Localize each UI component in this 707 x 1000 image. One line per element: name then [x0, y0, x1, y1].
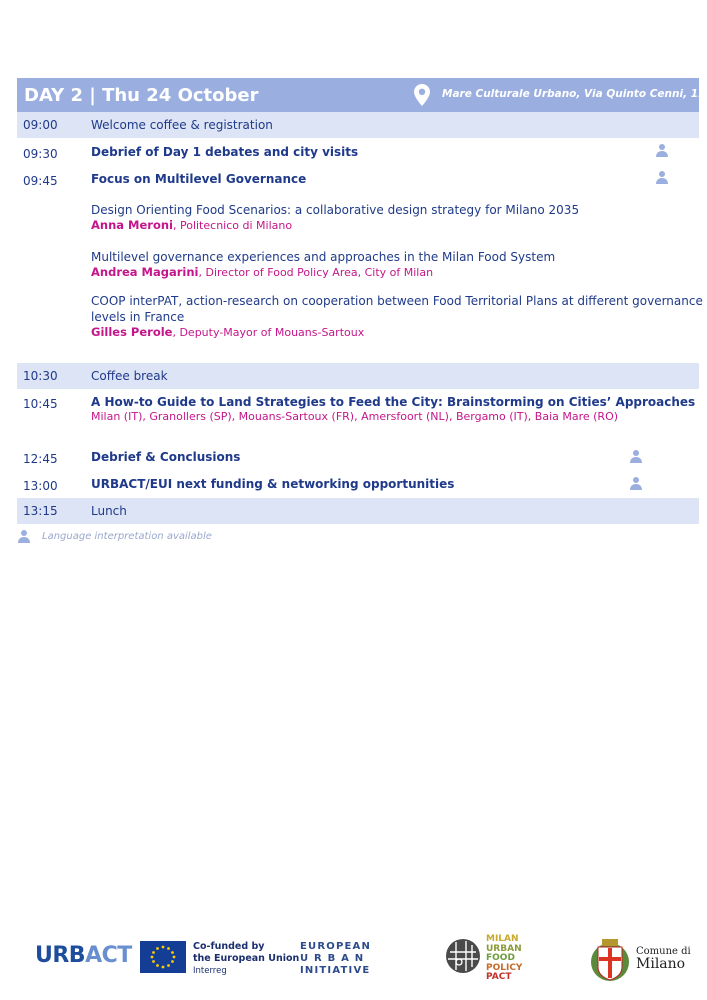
speaker-name: Anna Meroni — [91, 218, 173, 232]
time-1245: 12:45 — [23, 452, 58, 466]
eui-logo — [300, 941, 371, 977]
session-title-0930: Debrief of Day 1 debates and city visits — [91, 145, 359, 159]
comune-small: Comune di — [636, 946, 691, 957]
day-title: DAY 2 | Thu 24 October — [24, 85, 259, 106]
venue-address: Mare Culturale Urbano, Via Quinto Cenni, 11 — [442, 88, 706, 100]
urbact-logo-part: ACT — [85, 943, 132, 968]
person-headset-icon — [630, 476, 642, 490]
time-1315: 13:15 — [23, 504, 58, 518]
session-title-1315: Lunch — [91, 504, 127, 518]
time-1045: 10:45 — [23, 397, 58, 411]
milano-crest-icon — [588, 937, 632, 983]
session-title-0945: Focus on Multilevel Governance — [91, 172, 307, 186]
eui-line: U R B A N — [300, 953, 365, 964]
time-1300: 13:00 — [23, 479, 58, 493]
footer-logos — [0, 925, 707, 995]
person-headset-icon — [656, 170, 668, 184]
cofund-line: Co-funded by — [193, 941, 265, 952]
speaker-affiliation: , Politecnico di Milano — [172, 219, 293, 232]
eui-line: EUROPEAN — [300, 941, 372, 952]
speaker-name: Gilles Perole — [91, 325, 173, 339]
urbact-logo-part: URB — [35, 943, 86, 968]
person-headset-icon — [18, 529, 30, 543]
session-title-1300: URBACT/EUI next funding & networking opportunities — [91, 477, 455, 491]
session-title-0900: Welcome coffee & registration — [91, 118, 273, 132]
mufpp-logo-text — [486, 935, 522, 983]
urbact-logo — [35, 943, 132, 968]
comune-big: Milano — [636, 956, 686, 972]
cofund-line: the European Union — [193, 953, 300, 964]
mufpp-word: POLICY — [486, 962, 523, 973]
eu-flag-icon — [140, 941, 186, 973]
person-headset-icon — [630, 449, 642, 463]
legend-note: Language interpretation available — [42, 531, 212, 542]
mufpp-word: URBAN — [486, 943, 522, 954]
day-header — [17, 78, 706, 112]
session-cities: Milan (IT), Granollers (SP), Mouans-Sartoux (FR), Amersfoort (NL), Bergamo (IT), Baia Mare (RO) — [91, 410, 619, 423]
session-title-1245: Debrief & Conclusions — [91, 450, 241, 464]
mufpp-logo-icon — [444, 937, 482, 975]
comune-di-milano-logo — [636, 946, 691, 972]
eui-line: INITIATIVE — [300, 965, 371, 976]
talk-speaker-line — [91, 265, 433, 279]
mufpp-word: PACT — [486, 972, 512, 982]
speaker-affiliation: , Deputy-Mayor of Mouans-Sartoux — [172, 326, 365, 339]
cofunded-text — [193, 941, 299, 977]
time-1030: 10:30 — [23, 369, 58, 383]
time-0945: 09:45 — [23, 174, 58, 188]
person-headset-icon — [656, 143, 668, 157]
mufpp-word: MILAN — [486, 934, 519, 944]
session-title-1045: A How-to Guide to Land Strategies to Feed the City: Brainstorming on Cities’ Approaches — [91, 395, 696, 409]
talk-speaker-line — [91, 218, 292, 232]
time-0930: 09:30 — [23, 147, 58, 161]
talk-title-continued: levels in France — [91, 310, 185, 324]
interreg-label: Interreg — [193, 966, 227, 976]
talk-speaker-line — [91, 325, 364, 339]
location-pin-icon — [414, 84, 430, 106]
time-0900: 09:00 — [23, 118, 58, 132]
talk-title: Multilevel governance experiences and approaches in the Milan Food System — [91, 250, 556, 264]
talk-title: COOP interPAT, action-research on cooperation between Food Territorial Plans at different governance — [91, 294, 703, 308]
talk-title: Design Orienting Food Scenarios: a collaborative design strategy for Milano 2035 — [91, 203, 580, 217]
speaker-name: Andrea Magarini — [91, 265, 199, 279]
speaker-affiliation: , Director of Food Policy Area, City of Milan — [198, 266, 434, 279]
session-title-1030: Coffee break — [91, 369, 168, 383]
mufpp-word: FOOD — [486, 953, 515, 963]
